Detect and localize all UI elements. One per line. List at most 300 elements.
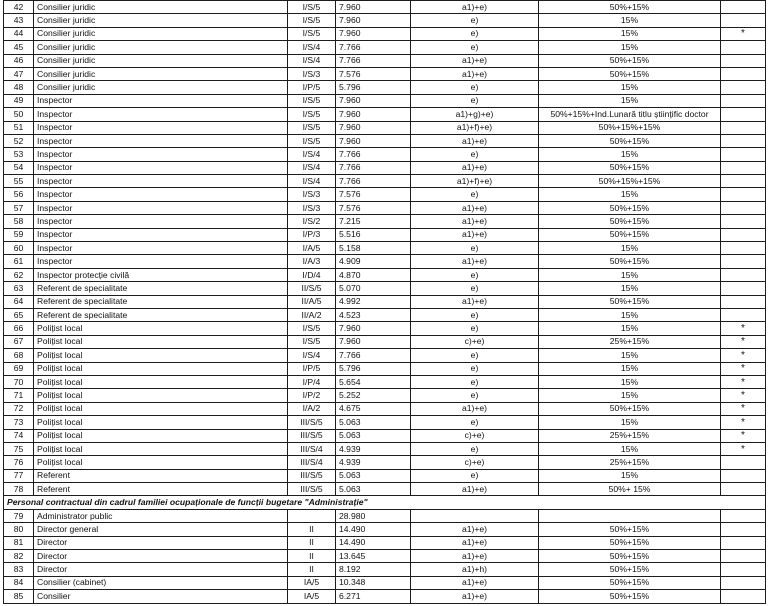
base-salary: 7.766 (336, 41, 411, 54)
grade-code: I/S/5 (288, 335, 336, 348)
grade-code: I/S/5 (288, 27, 336, 40)
bonus-percent: 15% (539, 81, 721, 94)
grade-code: II (288, 523, 336, 536)
bonus-codes: e) (411, 469, 539, 482)
grade-code: III/S/5 (288, 469, 336, 482)
bonus-percent: 15% (539, 242, 721, 255)
bonus-codes: a1)+e) (411, 255, 539, 268)
asterisk-mark: * (721, 349, 766, 362)
function-name: Consilier juridic (34, 67, 288, 80)
row-number: 54 (4, 161, 34, 174)
grade-code: I/S/3 (288, 188, 336, 201)
base-salary: 4.939 (336, 442, 411, 455)
function-name: Director (34, 563, 288, 576)
asterisk-mark (721, 41, 766, 54)
bonus-percent: 15% (539, 442, 721, 455)
bonus-percent: 15% (539, 188, 721, 201)
asterisk-mark (721, 242, 766, 255)
function-name: Referent (34, 483, 288, 496)
function-name: Polițist local (34, 456, 288, 469)
base-salary: 10.348 (336, 576, 411, 589)
grade-code: III/S/5 (288, 483, 336, 496)
table-row (4, 335, 766, 348)
row-number: 76 (4, 456, 34, 469)
base-salary: 6.271 (336, 590, 411, 603)
table-row (4, 134, 766, 147)
bonus-codes: e) (411, 375, 539, 388)
asterisk-mark (721, 121, 766, 134)
grade-code: I/S/5 (288, 134, 336, 147)
table-row (4, 429, 766, 442)
bonus-codes: e) (411, 416, 539, 429)
table-row (4, 161, 766, 174)
asterisk-mark (721, 509, 766, 522)
bonus-codes: a1)+e) (411, 550, 539, 563)
base-salary: 5.796 (336, 81, 411, 94)
bonus-codes: a1)+e) (411, 54, 539, 67)
base-salary: 7.576 (336, 67, 411, 80)
base-salary: 7.576 (336, 201, 411, 214)
asterisk-mark (721, 175, 766, 188)
base-salary: 7.576 (336, 188, 411, 201)
bonus-percent: 15% (539, 375, 721, 388)
asterisk-mark (721, 469, 766, 482)
grade-code: I/S/3 (288, 67, 336, 80)
grade-code: I/S/5 (288, 14, 336, 27)
bonus-percent: 50%+15% (539, 228, 721, 241)
function-name: Director (34, 536, 288, 549)
bonus-percent: 15% (539, 27, 721, 40)
function-name: Referent de specialitate (34, 308, 288, 321)
base-salary: 7.960 (336, 335, 411, 348)
row-number: 61 (4, 255, 34, 268)
bonus-codes: a1)+e) (411, 201, 539, 214)
table-row (4, 509, 766, 522)
base-salary: 8.192 (336, 563, 411, 576)
asterisk-mark (721, 550, 766, 563)
row-number: 77 (4, 469, 34, 482)
asterisk-mark (721, 456, 766, 469)
function-name: Inspector (34, 188, 288, 201)
asterisk-mark (721, 201, 766, 214)
table-row (4, 483, 766, 496)
table-row (4, 402, 766, 415)
function-name: Consilier juridic (34, 81, 288, 94)
row-number: 60 (4, 242, 34, 255)
bonus-codes: a1)+e) (411, 215, 539, 228)
bonus-codes: a1)+e) (411, 1, 539, 14)
table-row (4, 108, 766, 121)
bonus-codes: e) (411, 268, 539, 281)
row-number: 70 (4, 375, 34, 388)
base-salary: 7.960 (336, 108, 411, 121)
row-number: 84 (4, 576, 34, 589)
base-salary: 7.215 (336, 215, 411, 228)
table-row (4, 201, 766, 214)
asterisk-mark: * (721, 402, 766, 415)
function-name: Consilier juridic (34, 14, 288, 27)
bonus-codes: a1)+e) (411, 523, 539, 536)
function-name: Referent de specialitate (34, 295, 288, 308)
base-salary: 7.960 (336, 94, 411, 107)
base-salary: 14.490 (336, 523, 411, 536)
grade-code: I/D/4 (288, 268, 336, 281)
asterisk-mark (721, 563, 766, 576)
section-header-row (4, 496, 766, 509)
salary-table (3, 0, 766, 604)
grade-code: I/S/4 (288, 349, 336, 362)
asterisk-mark (721, 161, 766, 174)
row-number: 82 (4, 550, 34, 563)
function-name: Polițist local (34, 335, 288, 348)
grade-code: I/P/5 (288, 362, 336, 375)
bonus-codes: e) (411, 362, 539, 375)
asterisk-mark (721, 590, 766, 603)
bonus-percent: 15% (539, 268, 721, 281)
row-number: 51 (4, 121, 34, 134)
row-number: 74 (4, 429, 34, 442)
bonus-codes: e) (411, 349, 539, 362)
table-row (4, 268, 766, 281)
grade-code: I/S/4 (288, 54, 336, 67)
bonus-codes: a1)+e) (411, 295, 539, 308)
row-number: 68 (4, 349, 34, 362)
row-number: 46 (4, 54, 34, 67)
grade-code: I/S/5 (288, 108, 336, 121)
asterisk-mark (721, 14, 766, 27)
row-number: 62 (4, 268, 34, 281)
table-row (4, 282, 766, 295)
asterisk-mark: * (721, 429, 766, 442)
bonus-codes: a1)+h) (411, 563, 539, 576)
row-number: 80 (4, 523, 34, 536)
asterisk-mark (721, 148, 766, 161)
function-name: Referent de specialitate (34, 282, 288, 295)
bonus-codes: a1)+e) (411, 67, 539, 80)
base-salary: 4.870 (336, 268, 411, 281)
table-row (4, 242, 766, 255)
bonus-codes: a1)+e) (411, 483, 539, 496)
asterisk-mark (721, 228, 766, 241)
table-row (4, 416, 766, 429)
row-number: 43 (4, 14, 34, 27)
table-row (4, 54, 766, 67)
bonus-percent: 15% (539, 41, 721, 54)
function-name: Inspector (34, 255, 288, 268)
table-row (4, 456, 766, 469)
function-name: Director (34, 550, 288, 563)
bonus-percent: 50%+15% (539, 576, 721, 589)
row-number: 83 (4, 563, 34, 576)
bonus-percent: 50%+15% (539, 134, 721, 147)
bonus-codes: e) (411, 322, 539, 335)
grade-code: I/S/2 (288, 215, 336, 228)
function-name: Polițist local (34, 416, 288, 429)
grade-code: I/A/2 (288, 402, 336, 415)
function-name: Inspector (34, 134, 288, 147)
asterisk-mark: * (721, 27, 766, 40)
table-row (4, 308, 766, 321)
bonus-percent: 50%+15% (539, 563, 721, 576)
bonus-percent: 15% (539, 416, 721, 429)
bonus-codes: a1)+f)+e) (411, 175, 539, 188)
base-salary: 7.960 (336, 322, 411, 335)
base-salary: 7.960 (336, 134, 411, 147)
grade-code: I/P/2 (288, 389, 336, 402)
grade-code: I/S/5 (288, 121, 336, 134)
table-row (4, 362, 766, 375)
bonus-codes: e) (411, 242, 539, 255)
bonus-codes: e) (411, 282, 539, 295)
grade-code: II (288, 536, 336, 549)
base-salary: 5.516 (336, 228, 411, 241)
row-number: 42 (4, 1, 34, 14)
table-row (4, 442, 766, 455)
bonus-codes: a1)+e) (411, 228, 539, 241)
grade-code: II/S/5 (288, 282, 336, 295)
bonus-codes: e) (411, 81, 539, 94)
base-salary: 7.960 (336, 1, 411, 14)
row-number: 75 (4, 442, 34, 455)
base-salary: 4.523 (336, 308, 411, 321)
bonus-percent: 15% (539, 349, 721, 362)
bonus-codes: a1)+e) (411, 402, 539, 415)
base-salary: 5.063 (336, 429, 411, 442)
asterisk-mark (721, 523, 766, 536)
grade-code: III/S/4 (288, 456, 336, 469)
bonus-percent: 50%+15% (539, 201, 721, 214)
base-salary: 7.960 (336, 14, 411, 27)
table-body (4, 1, 766, 604)
row-number: 72 (4, 402, 34, 415)
base-salary: 7.766 (336, 54, 411, 67)
bonus-percent: 50%+15% (539, 402, 721, 415)
grade-code: I/P/5 (288, 81, 336, 94)
asterisk-mark (721, 81, 766, 94)
grade-code: I/S/4 (288, 41, 336, 54)
base-salary: 5.070 (336, 282, 411, 295)
table-row (4, 523, 766, 536)
bonus-codes: a1)+e) (411, 576, 539, 589)
row-number: 50 (4, 108, 34, 121)
bonus-percent: 15% (539, 362, 721, 375)
grade-code: II/A/2 (288, 308, 336, 321)
grade-code: I/A/5 (288, 242, 336, 255)
table-row (4, 215, 766, 228)
table-row (4, 27, 766, 40)
row-number: 58 (4, 215, 34, 228)
grade-code: III/S/5 (288, 429, 336, 442)
row-number: 79 (4, 509, 34, 522)
bonus-percent: 15% (539, 389, 721, 402)
function-name: Referent (34, 469, 288, 482)
grade-code: I/S/4 (288, 148, 336, 161)
function-name: Polițist local (34, 402, 288, 415)
function-name: Consilier juridic (34, 41, 288, 54)
function-name: Inspector (34, 121, 288, 134)
bonus-percent: 15% (539, 322, 721, 335)
bonus-codes: c)+e) (411, 456, 539, 469)
asterisk-mark (721, 134, 766, 147)
grade-code: I/S/4 (288, 161, 336, 174)
table-row (4, 576, 766, 589)
function-name: Consilier (34, 590, 288, 603)
asterisk-mark (721, 282, 766, 295)
row-number: 44 (4, 27, 34, 40)
table-row (4, 1, 766, 14)
row-number: 63 (4, 282, 34, 295)
bonus-percent: 15% (539, 94, 721, 107)
base-salary: 4.909 (336, 255, 411, 268)
bonus-percent: 15% (539, 14, 721, 27)
bonus-percent: 50%+15%+Ind.Lunară titlu științific doctor (539, 108, 721, 121)
grade-code: IA/5 (288, 590, 336, 603)
asterisk-mark (721, 108, 766, 121)
function-name: Inspector protecție civilă (34, 268, 288, 281)
bonus-percent: 15% (539, 308, 721, 321)
bonus-percent: 25%+15% (539, 335, 721, 348)
function-name: Consilier juridic (34, 27, 288, 40)
base-salary: 5.063 (336, 416, 411, 429)
row-number: 66 (4, 322, 34, 335)
table-row (4, 295, 766, 308)
table-row (4, 188, 766, 201)
row-number: 47 (4, 67, 34, 80)
grade-code: II/A/5 (288, 295, 336, 308)
bonus-codes (411, 509, 539, 522)
base-salary: 13.645 (336, 550, 411, 563)
row-number: 65 (4, 308, 34, 321)
base-salary: 28.980 (336, 509, 411, 522)
row-number: 59 (4, 228, 34, 241)
base-salary: 4.675 (336, 402, 411, 415)
base-salary: 7.960 (336, 121, 411, 134)
row-number: 81 (4, 536, 34, 549)
function-name: Polițist local (34, 322, 288, 335)
row-number: 67 (4, 335, 34, 348)
table-row (4, 349, 766, 362)
table-row (4, 550, 766, 563)
grade-code: I/P/4 (288, 375, 336, 388)
row-number: 71 (4, 389, 34, 402)
grade-code: I/S/3 (288, 201, 336, 214)
grade-code (288, 509, 336, 522)
grade-code: IA/5 (288, 576, 336, 589)
grade-code: I/S/4 (288, 175, 336, 188)
table-row (4, 175, 766, 188)
bonus-codes: e) (411, 308, 539, 321)
function-name: Inspector (34, 175, 288, 188)
row-number: 73 (4, 416, 34, 429)
function-name: Consilier (cabinet) (34, 576, 288, 589)
row-number: 49 (4, 94, 34, 107)
table-row (4, 94, 766, 107)
bonus-percent: 50%+15%+15% (539, 175, 721, 188)
function-name: Polițist local (34, 375, 288, 388)
bonus-codes: a1)+e) (411, 161, 539, 174)
asterisk-mark: * (721, 416, 766, 429)
bonus-percent: 50%+15% (539, 523, 721, 536)
bonus-codes: e) (411, 94, 539, 107)
row-number: 48 (4, 81, 34, 94)
bonus-percent: 50%+15% (539, 67, 721, 80)
bonus-percent: 15% (539, 282, 721, 295)
table-row (4, 469, 766, 482)
bonus-codes: c)+e) (411, 429, 539, 442)
function-name: Inspector (34, 228, 288, 241)
base-salary: 5.252 (336, 389, 411, 402)
function-name: Polițist local (34, 349, 288, 362)
asterisk-mark (721, 536, 766, 549)
asterisk-mark (721, 576, 766, 589)
table-row (4, 375, 766, 388)
bonus-codes: a1)+e) (411, 590, 539, 603)
row-number: 45 (4, 41, 34, 54)
bonus-percent: 50%+15% (539, 161, 721, 174)
base-salary: 5.063 (336, 469, 411, 482)
bonus-percent: 50%+ 15% (539, 483, 721, 496)
bonus-percent: 50%+15% (539, 536, 721, 549)
grade-code: III/S/4 (288, 442, 336, 455)
base-salary: 14.490 (336, 536, 411, 549)
function-name: Polițist local (34, 362, 288, 375)
bonus-percent: 50%+15% (539, 1, 721, 14)
function-name: Polițist local (34, 429, 288, 442)
bonus-codes: e) (411, 188, 539, 201)
asterisk-mark (721, 67, 766, 80)
bonus-codes: a1)+g)+e) (411, 108, 539, 121)
grade-code: I/A/3 (288, 255, 336, 268)
bonus-percent: 50%+15% (539, 590, 721, 603)
function-name: Director general (34, 523, 288, 536)
asterisk-mark (721, 295, 766, 308)
bonus-codes: e) (411, 148, 539, 161)
base-salary: 5.063 (336, 483, 411, 496)
bonus-percent: 25%+15% (539, 456, 721, 469)
asterisk-mark (721, 268, 766, 281)
row-number: 85 (4, 590, 34, 603)
function-name: Consilier juridic (34, 1, 288, 14)
bonus-codes: e) (411, 27, 539, 40)
asterisk-mark: * (721, 442, 766, 455)
grade-code: I/S/5 (288, 1, 336, 14)
row-number: 52 (4, 134, 34, 147)
row-number: 53 (4, 148, 34, 161)
grade-code: I/S/5 (288, 322, 336, 335)
bonus-percent: 15% (539, 148, 721, 161)
base-salary: 4.939 (336, 456, 411, 469)
function-name: Polițist local (34, 442, 288, 455)
row-number: 57 (4, 201, 34, 214)
asterisk-mark (721, 188, 766, 201)
bonus-percent: 25%+15% (539, 429, 721, 442)
asterisk-mark (721, 94, 766, 107)
section-title: Personal contractual din cadrul familiei ocupaționale de funcții bugetare "Administrație" (4, 496, 766, 509)
asterisk-mark (721, 255, 766, 268)
function-name: Inspector (34, 215, 288, 228)
asterisk-mark (721, 483, 766, 496)
bonus-codes: e) (411, 442, 539, 455)
grade-code: III/S/5 (288, 416, 336, 429)
table-row (4, 81, 766, 94)
base-salary: 5.796 (336, 362, 411, 375)
bonus-percent (539, 509, 721, 522)
table-row (4, 322, 766, 335)
table-row (4, 389, 766, 402)
bonus-codes: c)+e) (411, 335, 539, 348)
function-name: Administrator public (34, 509, 288, 522)
grade-code: I/P/3 (288, 228, 336, 241)
